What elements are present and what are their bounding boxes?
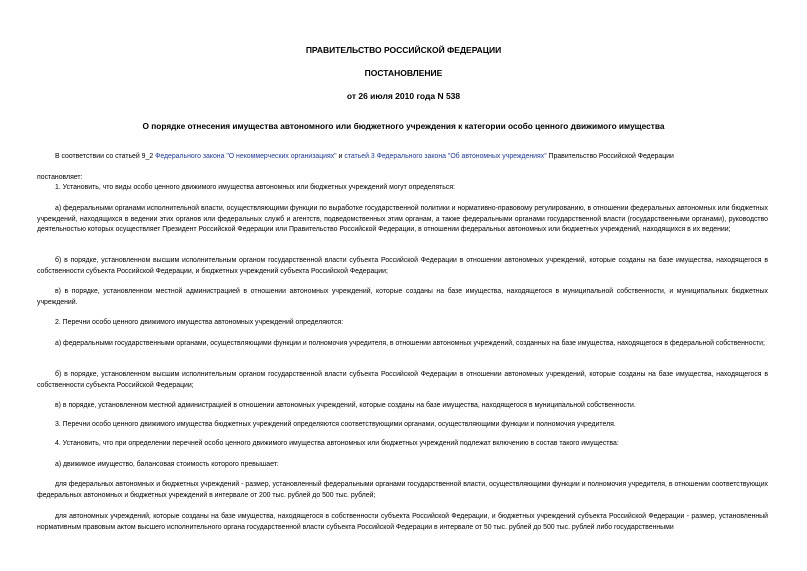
header-org: ПРАВИТЕЛЬСТВО РОССИЙСКОЙ ФЕДЕРАЦИИ xyxy=(305,45,502,55)
preamble-text-middle: и xyxy=(336,153,345,160)
paragraph-3: 3. Перечни особо ценного движимого имущества бюджетных учреждений определяются соответствующими органами, осуществляющими функции и полномочия учредителя. xyxy=(55,421,616,428)
link-law-nonprofit[interactable]: Федерального закона "О некоммерческих организациях" xyxy=(155,153,337,160)
paragraph-1b: б) в порядке, установленном высшим исполнительным органом государственной власти субъекта Российской Федерации в отношении автономных учреждений, которые созданы на базе имущества, находящегося в собственности субъекта Российской Федерации, и бюджетных учреждений субъекта Российской Федерации; xyxy=(37,257,768,275)
paragraph-2b: б) в порядке, установленном высшим исполнительным органом государственной власти субъекта Российской Федерации в отношении автономных учреждений, которые созданы на базе имущества, находящегося в собственности субъекта Российской Федерации; xyxy=(37,371,768,389)
paragraph-2c: в) в порядке, установленном местной администрацией в отношении автономных учреждений, которые созданы на базе имущества, находящегося в муниципальной собственности. xyxy=(55,402,636,409)
paragraph-4a-regional: для автономных учреждений, которые созданы на базе имущества, находящегося в собственности субъекта Российской Федерации, и бюджетных учреждений субъекта Российской Федерации - размер, установленный нормативным правовым актом высшего исполнительного органа государственной власти субъекта Российской Федерации в интервале от 50 тыс. рублей до 500 тыс. рублей либо государственными xyxy=(37,513,768,531)
header-date-number: от 26 июля 2010 года N 538 xyxy=(346,91,461,101)
paragraph-2a: а) федеральными государственными органами, осуществляющими функции и полномочия учредителя, в отношении автономных учреждений, созданных на базе имущества, находящегося в федеральной собственности; xyxy=(55,340,765,347)
link-law-autonomous[interactable]: статьей 3 Федерального закона "Об автономных учреждениях" xyxy=(344,153,547,160)
paragraph-4a: а) движимое имущество, балансовая стоимость которого превышает: xyxy=(55,461,279,468)
header-doc-type: ПОСТАНОВЛЕНИЕ xyxy=(364,68,443,78)
paragraph-1a: а) федеральными органами исполнительной власти, осуществляющими функции по выработке государственной политики и нормативно-правовому регулированию, в отношении федеральных автономных или бюджетных учреждений, находящихся в ведении этих органов или федеральных служб и агентств, подведомственных этим органам, а также федеральными органами государственной власти (государственными органами), руководство деятельностью которых осуществляет Президент Российской Федерации или Правительство Российской Федерации, в отношении федеральных автономных или бюджетных учреждений, находящихся в их ведении; xyxy=(37,205,768,233)
paragraph-2: 2. Перечни особо ценного движимого имущества автономных учреждений определяются: xyxy=(55,319,344,326)
preamble-decides: постановляет: xyxy=(37,174,83,181)
paragraph-4a-federal: для федеральных автономных и бюджетных учреждений - размер, установленный федеральными органами государственной власти, осуществляющими функции и полномочия учредителя, в отношении соответствующих федеральных автономных и бюджетных учреждений в интервале от 200 тыс. рублей до 500 тыс. рублей; xyxy=(37,481,768,499)
document-title: О порядке отнесения имущества автономного или бюджетного учреждения к категории особо ценного движимого имущества xyxy=(142,121,665,131)
preamble-text-before: В соответствии со статьей 9_2 xyxy=(55,153,156,160)
paragraph-4: 4. Установить, что при определении перечней особо ценного движимого имущества автономных или бюджетных учреждений подлежат включению в состав такого имущества: xyxy=(55,440,619,447)
paragraph-1c: в) в порядке, установленном местной администрацией в отношении автономных учреждений, которые созданы на базе имущества, находящегося в муниципальной собственности, и муниципальных бюджетных учреждений. xyxy=(37,288,768,306)
preamble xyxy=(37,152,768,163)
paragraph-1: 1. Установить, что виды особо ценного движимого имущества автономных или бюджетных учреждений могут определяться: xyxy=(55,184,455,191)
preamble-text-after: Правительство Российской Федерации xyxy=(546,153,674,160)
